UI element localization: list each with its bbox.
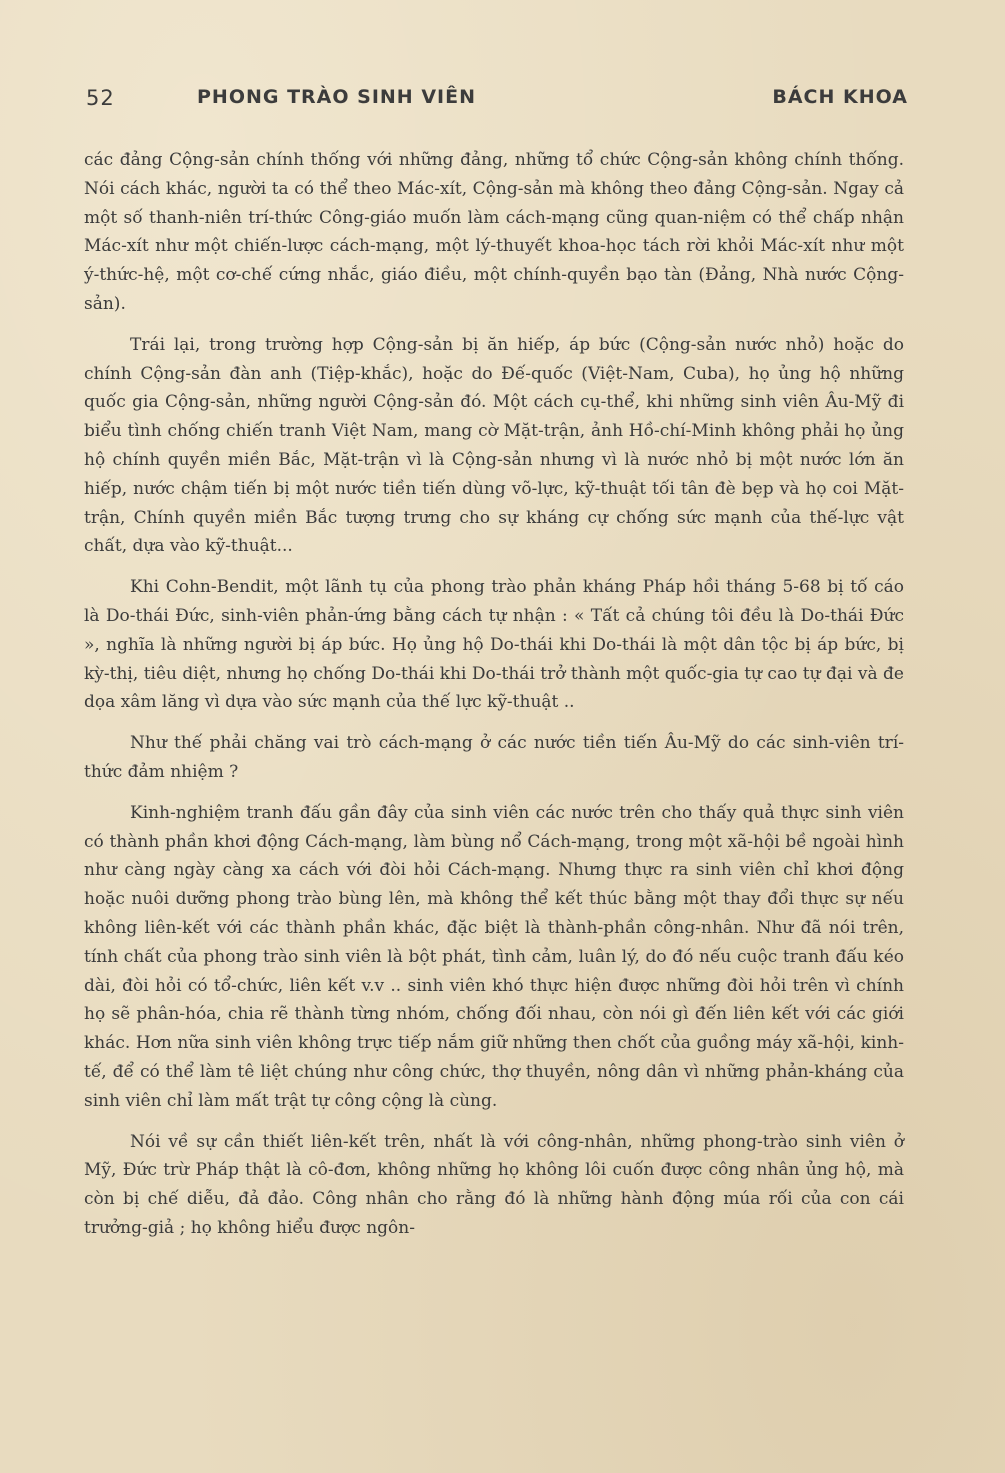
paragraph: Như thế phải chăng vai trò cách-mạng ở các nước tiền tiến Âu-Mỹ do các sinh-viên trí-thức đảm nhiệm ? [84, 733, 904, 782]
paragraph-continued: các đảng Cộng-sản chính thống với những đảng, những tổ chức Cộng-sản không chính thống. Nói cách khác, người ta có thể theo Mác-xít, Cộng-sản mà không theo đảng Cộng-sản. Ngay cả một số thanh-niên trí-thức Công-giáo muốn làm cách-mạng cũng quan-niệm có thể chấp nhận Mác-xít như một chiến-lược cách-mạng, một lý-thuyết khoa-học tách rời khỏi Mác-xít như một ý-thức-hệ, một cơ-chế cứng nhắc, giáo điều, một chính-quyền bạo tàn (Đảng, Nhà nước Cộng-sản). [84, 150, 904, 314]
article-body [84, 146, 904, 1255]
paragraph: Nói về sự cần thiết liên-kết trên, nhất là với công-nhân, những phong-trào sinh viên ở Mỹ, Đức trừ Pháp thật là cô-đơn, không những họ không lôi cuốn được công nhân ủng hộ, mà còn bị chế diễu, đả đảo. Công nhân cho rằng đó là những hành động múa rối của con cái trưởng-giả ; họ không hiểu được ngôn- [84, 1131, 904, 1238]
running-title: PHONG TRÀO SINH VIÊN [197, 86, 476, 108]
page-number: 52 [86, 86, 115, 110]
paragraph: Trái lại, trong trường hợp Cộng-sản bị ăn hiếp, áp bức (Cộng-sản nước nhỏ) hoặc do chính Cộng-sản đàn anh (Tiệp-khắc), hoặc do Đế-quốc (Việt-Nam, Cuba), họ ủng hộ những quốc gia Cộng-sản, những người Cộng-sản đó. Một cách cụ-thể, khi những sinh viên Âu-Mỹ đi biểu tình chống chiến tranh Việt Nam, mang cờ Mặt-trận, ảnh Hồ-chí-Minh không phải họ ủng hộ chính quyền miền Bắc, Mặt-trận vì là Cộng-sản nhưng vì là nước nhỏ bị một nước lớn ăn hiếp, nước chậm tiến bị một nước tiền tiến dùng võ-lực, kỹ-thuật tối tân đè bẹp và họ coi Mặt-trận, Chính quyền miền Bắc tượng trưng cho sự kháng cự chống sức mạnh của thế-lực vật chất, dựa vào kỹ-thuật... [84, 334, 904, 557]
paragraph: Kinh-nghiệm tranh đấu gần đây của sinh viên các nước trên cho thấy quả thực sinh viên có thành phần khơi động Cách-mạng, làm bùng nổ Cách-mạng, trong một xã-hội bề ngoài hình như càng ngày càng xa cách với đòi hỏi Cách-mạng. Nhưng thực ra sinh viên chỉ khơi động hoặc nuôi dưỡng phong trào bùng lên, mà không thể kết thúc bằng một thay đổi thực sự nếu không liên-kết với các thành phần khác, đặc biệt là thành-phần công-nhân. Như đã nói trên, tính chất của phong trào sinh viên là bột phát, tình cảm, luân lý, do đó nếu cuộc tranh đấu kéo dài, đòi hỏi có tổ-chức, liên kết v.v .. sinh viên khó thực hiện được những đòi hỏi trên vì chính họ sẽ phân-hóa, chia rẽ thành từng nhóm, chống đối nhau, còn nói gì đến liên kết với các giới khác. Hơn nữa sinh viên không trực tiếp nắm giữ những then chốt của guồng máy xã-hội, kinh-tế, để có thể làm tê liệt chúng như công chức, thợ thuyền, nông dân vì những phản-kháng của sinh viên chỉ làm mất trật tự công cộng là cùng. [84, 802, 904, 1111]
paragraph: Khi Cohn-Bendit, một lãnh tụ của phong trào phản kháng Pháp hồi tháng 5-68 bị tố cáo là Do-thái Đức, sinh-viên phản-ứng bằng cách tự nhận : « Tất cả chúng tôi đều là Do-thái Đức », nghĩa là những người bị áp bức. Họ ủng hộ Do-thái khi Do-thái là một dân tộc bị áp bức, bị kỳ-thị, tiêu diệt, nhưng họ chống Do-thái khi Do-thái trở thành một quốc-gia tự cao tự đại và đe dọa xâm lăng vì dựa vào sức mạnh của thế lực kỹ-thuật .. [84, 577, 904, 713]
journal-name: BÁCH KHOA [772, 86, 908, 108]
page-header [86, 84, 908, 118]
